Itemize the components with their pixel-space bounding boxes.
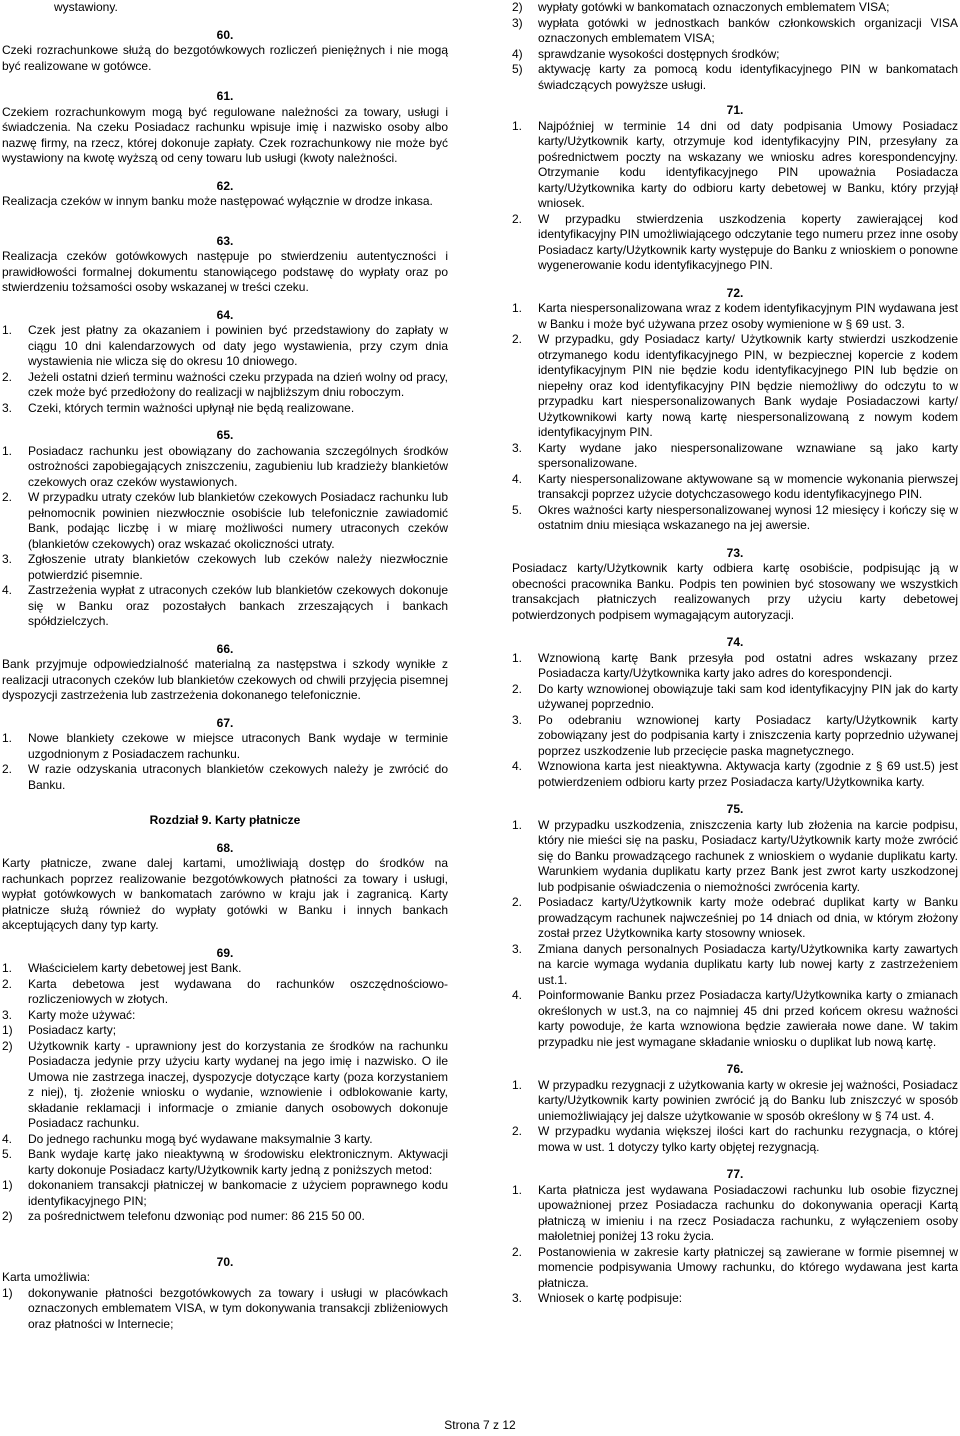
item-text: Postanowienia w zakresie karty płatniczej są zawierane w formie pisemnej w momencie podpisywania Umowy rachunku, do którego wydawana jest karta płatnicza. — [538, 1244, 958, 1290]
sub-list-item — [512, 62, 958, 93]
item-number: 4. — [512, 988, 523, 1002]
item-text: Jeżeli ostatni dzień terminu ważności czeku przypada na dzień wolny od pracy, czek może być przedłożony do realizacji w najbliższym dniu roboczym. — [28, 369, 448, 399]
list-item — [512, 818, 958, 896]
item-text: W przypadku wydania większej ilości kart do rachunku rezygnacja, o której mowa w ust. 1 dotyczy tylko karty objętej rezygnacją. — [538, 1124, 958, 1154]
item-text: Nowe blankiety czekowe w miejsce utraconych Bank wydaje w terminie uzgodnionym z Posiadaczem rachunku. — [28, 731, 448, 761]
item-number: 2. — [512, 895, 523, 909]
right-column — [512, 0, 958, 1307]
item-number: 2. — [512, 1244, 523, 1259]
section-number: 62. — [216, 178, 234, 193]
item-text: W przypadku rezygnacji z użytkowania karty w okresie jej ważności, Posiadacz karty/Użytkownik karty powinien zwrócić ją do Banku lub zniszczyć w sposób uniemożliwiający jej dalsze użytkowanie w sposób określony w § 74 ust. 4. — [538, 1077, 958, 1123]
section-number: 76. — [726, 1062, 744, 1076]
item-number: 3. — [512, 1291, 523, 1305]
list-item — [512, 713, 958, 760]
sub-list-item — [512, 16, 958, 47]
item-number: 3. — [512, 712, 523, 727]
list-item — [2, 961, 448, 977]
item-number: 1. — [2, 961, 13, 975]
sub-list-item — [512, 0, 958, 16]
item-number: 1. — [2, 443, 13, 458]
item-number: 2. — [2, 762, 13, 776]
list-item — [512, 1124, 958, 1155]
item-number: 2. — [2, 369, 13, 384]
item-number: 4. — [512, 759, 523, 773]
paragraph: Realizacja czeków w innym banku może następować wyłącznie w drodze inkasa. — [2, 194, 433, 208]
item-text: Posiadacz rachunku jest obowiązany do zachowania szczególnych środków ostrożności zapobiegających zniszczeniu, zagubieniu lub kradzieży blankietów czekowych oraz czeków wystawionych. — [28, 443, 448, 489]
item-number: 2) — [512, 0, 523, 14]
item-number: 3. — [512, 941, 523, 956]
item-text: Zgłoszenie utraty blankietów czekowych lub czeków należy niezwłocznie potwierdzić pisemnie. — [28, 552, 448, 582]
item-text: W razie odzyskania utraconych blankietów czekowych należy je zwrócić do Banku. — [28, 762, 448, 792]
list-item — [512, 759, 958, 790]
list-item — [512, 332, 958, 441]
paragraph: Karty płatnicze, zwane dalej kartami, umożliwiają dostęp do środków na rachunkach poprzez realizowanie bezgotówkowych płatności za towary i usługi, wypłat gotówkowych w bankomatach zarówno w kraju jak i zagranicą. Karty płatnicze służą również do wypłaty gotówki w Banku i innych bankach akceptujących dany typ karty. — [2, 856, 448, 932]
item-text: Bank wydaje kartę jako nieaktywną w środowisku elektronicznym. Aktywacji karty dokonuje Posiadacz karty/Użytkownik karty jedną z poniższych metod: — [28, 1147, 448, 1177]
sub-list-item — [2, 1039, 448, 1132]
sub-list-item — [2, 1178, 448, 1209]
item-number: 3. — [512, 440, 523, 455]
paragraph: Posiadacz karty/Użytkownik karty odbiera kartę osobiście, podpisując ją w obecności pracownika Banku. Podpis ten powinien być stosowany we wszystkich transakcjach płatniczych realizowanych przy użyciu karty debetowej potwierdzonych podpisem wymagającym autoryzacji. — [512, 561, 958, 622]
paragraph: Realizacja czeków gotówkowych następuje po stwierdzeniu autentyczności i prawidłowości formalnej dokumentu stanowiącego podstawę do wypłaty oraz po stwierdzeniu tożsamości osoby wskazanej w treści czeku. — [2, 249, 448, 294]
item-number: 3. — [2, 1007, 13, 1022]
section-number: 69. — [216, 945, 234, 960]
item-number: 5) — [512, 62, 523, 76]
sub-list-item — [2, 1286, 448, 1333]
list-item — [2, 583, 448, 630]
item-number: 2. — [512, 211, 523, 226]
item-number: 1. — [2, 323, 13, 337]
item-text: Wznowioną kartę Bank przesyła pod ostatni adres wskazany przez Posiadacza karty/Użytkownika karty jako adres do korespondencji. — [538, 650, 958, 680]
item-number: 2) — [2, 1038, 13, 1053]
item-number: 1. — [2, 731, 13, 745]
list-item — [512, 988, 958, 1050]
section-number: 63. — [216, 233, 234, 248]
section-number: 72. — [726, 285, 744, 300]
paragraph: Karta umożliwia: — [2, 1270, 91, 1284]
list-item — [2, 1008, 448, 1024]
item-text: Czeki, których termin ważności upłynął nie będą realizowane. — [28, 400, 355, 415]
item-text: wypłata gotówki w jednostkach banków członkowskich organizacji VISA oznaczonych emblematem VISA; — [538, 15, 958, 45]
item-text: Karta płatnicza jest wydawana Posiadaczowi rachunku lub osobie fizycznej upoważnionej przez Posiadacza rachunku do dokonywania operacji Kartą płatniczą w imieniu i na rzecz Posiadacza rachunku, z wyłączeniem osoby małoletniej poniżej 13 roku życia. — [538, 1182, 958, 1243]
list-item — [512, 119, 958, 212]
paragraph: Czeki rozrachunkowe służą do bezgotówkowych rozliczeń pieniężnych i nie mogą być realizowane w gotówce. — [2, 43, 448, 73]
list-item — [512, 1183, 958, 1245]
section-number: 71. — [726, 103, 744, 117]
section-number: 61. — [216, 89, 234, 103]
list-item — [2, 1132, 448, 1148]
section-number: 65. — [216, 428, 234, 442]
item-number: 1) — [2, 1285, 13, 1300]
list-item — [2, 490, 448, 552]
list-item — [512, 212, 958, 274]
item-text: Karta niespersonalizowana wraz z kodem identyfikacyjnym PIN wydawana jest w Banku i może być używana przez osoby wymienione w § 69 ust. 3. — [538, 301, 958, 331]
list-item — [512, 895, 958, 942]
item-number: 3. — [2, 400, 13, 415]
item-text: Poinformowanie Banku przez Posiadacza karty/Użytkownika karty o zmianach określonych w ust.3, na co najmniej 45 dni przed końcem okresu ważności karty powoduje, że karta wznowiona będzie zawierała nowe dane. W takim przypadku nie jest wymagane składanie wniosku o duplikat lub nową kartę. — [538, 988, 958, 1049]
item-number: 1. — [512, 301, 523, 315]
item-number: 1) — [2, 1178, 13, 1192]
item-text: za pośrednictwem telefonu dzwoniąc pod numer: 86 215 50 00. — [28, 1209, 365, 1223]
item-number: 4. — [2, 583, 13, 597]
item-text: Do jednego rachunku mogą być wydawane maksymalnie 3 karty. — [28, 1131, 373, 1146]
list-item — [512, 651, 958, 682]
list-item — [2, 731, 448, 762]
paragraph: Bank przyjmuje odpowiedzialność materialną za następstwa i szkody wynikłe z realizacji utraconych czeków lub blankietów czekowych od chwili przyjęcia pisemnej dyspozycji zastrzeżenia lub zastrzeżenia dokonanego telefonicznie. — [2, 657, 448, 702]
list-item — [2, 323, 448, 370]
item-number: 5. — [2, 1147, 13, 1161]
item-number: 5. — [512, 502, 523, 517]
item-number: 2) — [2, 1209, 13, 1223]
page-number: Strona 7 z 12 — [444, 1418, 516, 1432]
item-number: 1. — [512, 118, 523, 133]
sub-list-item — [2, 1023, 448, 1039]
item-text: Wniosek o kartę podpisuje: — [538, 1291, 683, 1305]
item-number: 2. — [2, 976, 13, 991]
item-text: Posiadacz karty/Użytkownik karty może odebrać duplikat karty w Banku prowadzącym rachunek najwcześniej po 14 dniach od dnia, w którym złożony został przez Użytkownika karty stosowny wniosek. — [538, 895, 958, 940]
item-number: 3. — [2, 552, 13, 566]
section-number: 75. — [726, 802, 744, 816]
item-text: Zastrzeżenia wypłat z utraconych czeków lub blankietów czekowych dokonuje się w Banku oraz pozostałych bankach zrzeszających i bankach spółdzielczych. — [28, 583, 448, 628]
list-item — [512, 472, 958, 503]
list-item — [512, 1291, 958, 1307]
list-item — [512, 682, 958, 713]
item-text: dokonaniem transakcji płatniczej w bankomacie z użyciem poprawnego kodu identyfikacyjnego PIN; — [28, 1178, 448, 1208]
item-text: Po odebraniu wznowionej karty Posiadacz karty/Użytkownik karty zobowiązany jest do podpisania karty i zniszczenia karty poprzednio używanej poprzez uszkodzenie lub przecięcie paska magnetycznego. — [538, 712, 958, 758]
section-number: 60. — [216, 27, 234, 42]
item-number: 1. — [512, 1077, 523, 1092]
list-item — [512, 1245, 958, 1292]
item-number: 4) — [512, 46, 523, 61]
paragraph: Czekiem rozrachunkowym mogą być regulowane należności za towary, usługi i świadczenia. Na czeku Posiadacz rachunku wpisuje imię i nazwisko osoby albo nazwę firmy, na rzecz, której dokonuje zapłaty. Czek rozrachunkowy nie może być wystawiony na kwotę wyższą od ceny towaru lub usługi (kwoty należności. — [2, 104, 448, 165]
list-item — [2, 401, 448, 417]
list-item — [512, 503, 958, 534]
item-text: W przypadku, gdy Posiadacz karty/ Użytkownik karty stwierdzi uszkodzenie otrzymanego kodu identyfikacyjnego PIN, w bezpiecznej kopercie z kodem identyfikacyjnym PIN nie będzie kodu identyfikacyjnego PIN lub będzie on niepełny oraz kod identyfikacyjny PIN będzie niemożliwy do odczytu to w przypadku kart niespersonalizowanych Bank wydaje Posiadaczowi karty/ Użytkownikowi karty nową kartę niespersonalizowaną z nowym kodem identyfikacyjnym PIN. — [538, 332, 958, 439]
item-number: 1) — [2, 1023, 13, 1037]
item-number: 1. — [512, 1182, 523, 1197]
left-column — [2, 0, 448, 1332]
item-text: Karty może używać: — [28, 1007, 136, 1022]
list-item — [512, 301, 958, 332]
list-item — [2, 552, 448, 583]
item-text: W przypadku stwierdzenia uszkodzenia koperty zawierającej kod identyfikacyjny PIN umożliwiającego odczytanie tego numeru przez inne osoby Posiadacz karty/Użytkownik karty występuje do Banku z wnioskiem o ponowne wygenerowanie kodu identyfikacyjnego PIN. — [538, 211, 958, 272]
section-number: 73. — [726, 545, 744, 560]
item-text: wypłaty gotówki w bankomatach oznaczonych emblematem VISA; — [538, 0, 890, 14]
item-number: 4. — [512, 471, 523, 486]
list-item — [2, 977, 448, 1008]
item-number: 1. — [512, 817, 523, 832]
item-number: 4. — [2, 1131, 13, 1146]
chapter-heading: Rozdział 9. Karty płatnicze — [149, 813, 301, 827]
paragraph: wystawiony. — [54, 0, 118, 14]
item-number: 2. — [512, 332, 523, 346]
item-number: 2. — [512, 681, 523, 696]
item-text: Posiadacz karty; — [28, 1023, 117, 1037]
item-text: dokonywanie płatności bezgotówkowych za towary i usługi w placówkach oznaczonych emblematem VISA, w tym dokonywania transakcji zbliżeniowych oraz płatności w Internecie; — [28, 1285, 448, 1331]
section-number: 77. — [726, 1167, 744, 1181]
item-text: Najpóźniej w terminie 14 dni od daty podpisania Umowy Posiadacz karty/Użytkownik karty, otrzymuje kod identyfikacyjny PIN, przesyłany za pośrednictwem poczty na wskazany we wniosku adres korespondencyjny. Otrzymanie kodu identyfikacyjnego PIN upoważnia Posiadacza karty/Użytkownika karty do odbioru karty debetowej w Banku, który przyjął wniosek. — [538, 118, 958, 210]
list-item — [512, 441, 958, 472]
sub-list-item — [512, 47, 958, 63]
item-text: Czek jest płatny za okazaniem i powinien być przedstawiony do zapłaty w ciągu 10 dni kalendarzowych od daty jego wystawienia, przy czym dnia wystawienia nie wlicza się do okresu 10 dniowego. — [28, 323, 448, 368]
item-number: 1. — [512, 650, 523, 665]
list-item — [2, 444, 448, 491]
item-text: aktywację karty za pomocą kodu identyfikacyjnego PIN w bankomatach świadczących powyższe usługi. — [538, 62, 958, 92]
section-number: 68. — [216, 840, 234, 855]
list-item — [2, 1147, 448, 1178]
item-text: Właścicielem karty debetowej jest Bank. — [28, 961, 242, 975]
list-item — [512, 1078, 958, 1125]
list-item — [512, 942, 958, 989]
item-text: Karty niespersonalizowane aktywowane są w momencie wykonania pierwszej transakcji poprzez użycie dotychczasowego kodu identyfikacyjnego PIN. — [538, 471, 958, 501]
item-number: 2. — [512, 1124, 523, 1138]
list-item — [2, 762, 448, 793]
section-number: 74. — [726, 635, 744, 649]
item-text: W przypadku uszkodzenia, zniszczenia karty lub złożenia na karcie podpisu, który nie mieści się na pasku, Posiadacz karty/Użytkownik karty może zwrócić się do Banku prowadzącego rachunek z wnioskiem o wydanie duplikatu karty. Warunkiem wydania duplikatu karty przez Bank jest zwrot karty uszkodzonej lub podpisanie oświadczenia o niemożności zwrócenia karty. — [538, 817, 958, 894]
item-number: 2. — [2, 490, 13, 504]
section-number: 67. — [216, 715, 234, 730]
item-text: Karta debetowa jest wydawana do rachunków oszczędnościowo-rozliczeniowych w złotych. — [28, 976, 448, 1006]
item-text: sprawdzanie wysokości dostępnych środków; — [538, 46, 780, 61]
list-item — [2, 370, 448, 401]
item-text: Użytkownik karty - uprawniony jest do korzystania ze środków na rachunku Posiadacza jedynie przy użyciu karty wydanej na jego imię i nazwisko. O ile Umowa nie zastrzega inaczej, dyspozycje dotyczące karty (poza korzystaniem z niej), tj. złożenie wniosku o wydanie, wznowienie i odblokowanie karty, składanie reklamacji i informacje o zmianie danych osobowych dokonuje Posiadacz rachunku. — [28, 1038, 448, 1130]
item-text: Do karty wznowionej obowiązuje taki sam kod identyfikacyjny PIN jak do karty używanej poprzednio. — [538, 681, 958, 711]
item-text: W przypadku utraty czeków lub blankietów czekowych Posiadacz rachunku lub pełnomocnik powinien niezwłocznie osobiście lub telefonicznie zawiadomić Bank, podając liczbę i w miarę możliwości numery utraconych czeków (blankietów czekowych) oraz wskazać okoliczności utraty. — [28, 490, 448, 551]
item-number: 3) — [512, 15, 523, 30]
item-text: Wznowiona karta jest nieaktywna. Aktywacja karty (zgodnie z § 69 ust.5) jest potwierdzeniem odbioru karty przez Posiadacza karty/Użytkownika karty. — [538, 759, 958, 789]
section-number: 70. — [216, 1254, 234, 1269]
section-number: 66. — [216, 641, 234, 656]
item-text: Zmiana danych personalnych Posiadacza karty/Użytkownika karty zawartych na karcie wymaga wydania duplikatu karty lub nowej karty z zastrzeżeniem ust.1. — [538, 941, 958, 987]
sub-list-item — [2, 1209, 448, 1225]
item-text: Karty wydane jako niespersonalizowane wznawiane są jako karty spersonalizowane. — [538, 440, 958, 470]
section-number: 64. — [216, 307, 234, 322]
item-text: Okres ważności karty niespersonalizowanej wynosi 12 miesięcy i kończy się w ostatnim dniu miesiąca wskazanego na jej awersie. — [538, 502, 958, 532]
